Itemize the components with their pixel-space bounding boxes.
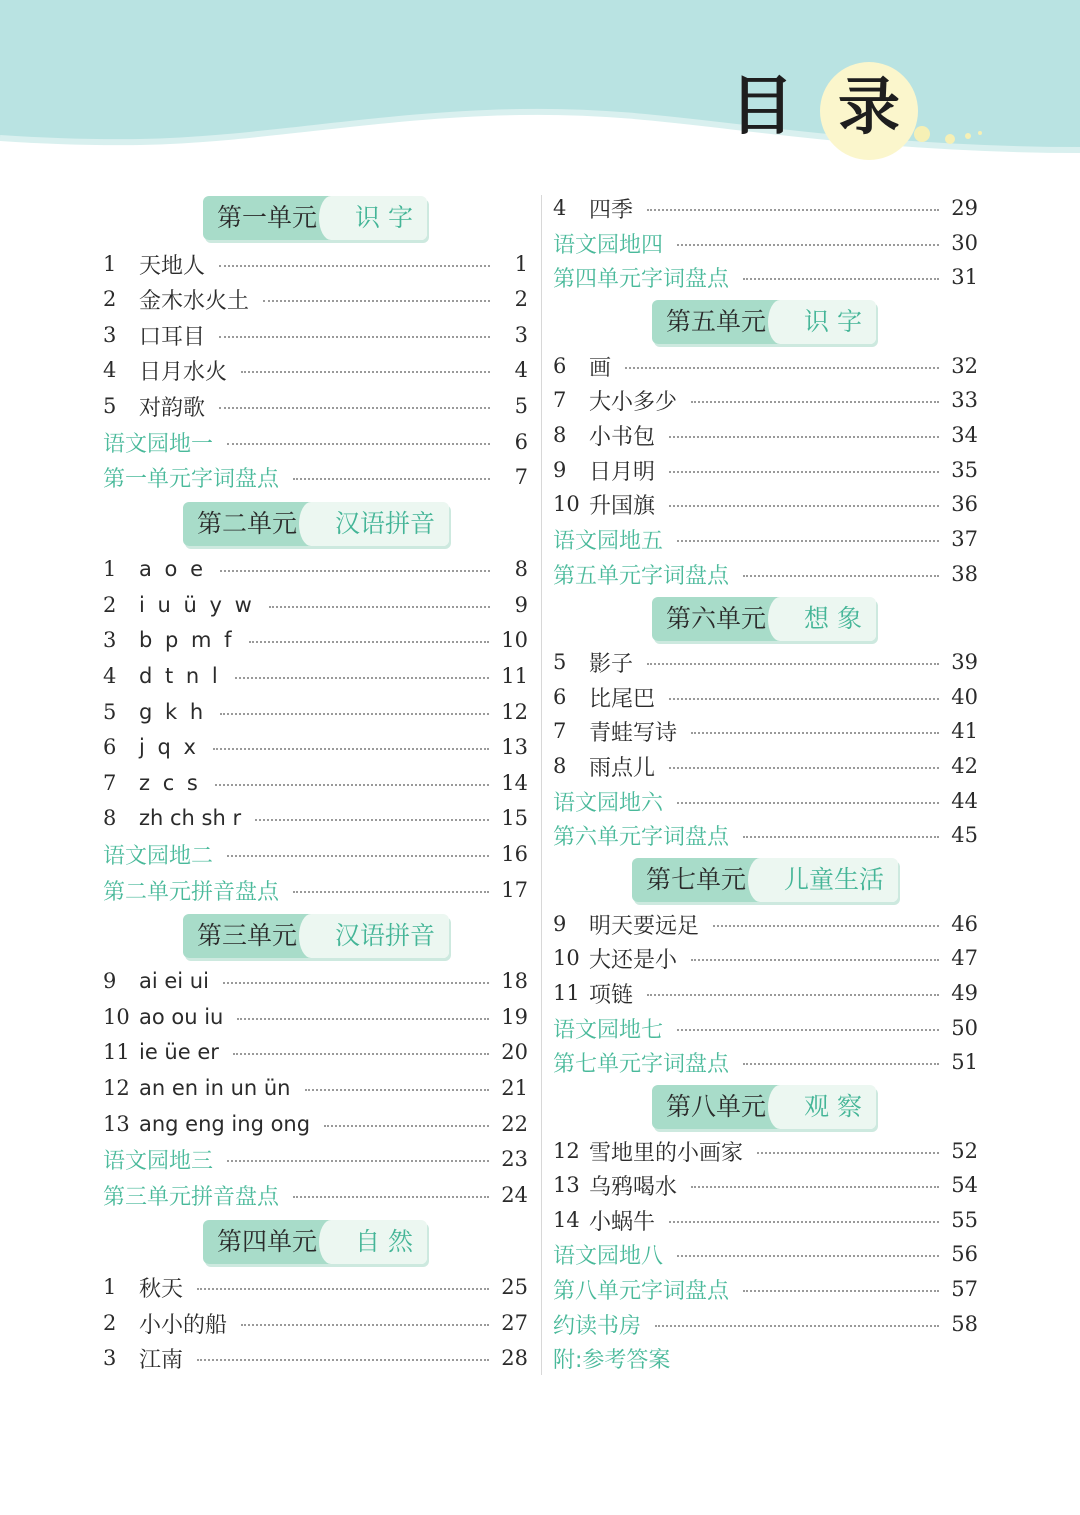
toc-row[interactable]: 第三单元拼音盘点 24: [103, 1183, 528, 1210]
unit-theme: 自 然: [331, 1220, 427, 1264]
toc-row[interactable]: 4 d t n l 11: [103, 664, 528, 688]
toc-row[interactable]: 5 影子 39: [553, 650, 978, 677]
toc-row[interactable]: 4 日月水火 4: [103, 358, 528, 385]
toc-row[interactable]: 11 ie üe er 20: [103, 1040, 528, 1064]
toc-row[interactable]: 12 an en in un ün 21: [103, 1076, 528, 1100]
unit-theme: 汉语拼音: [311, 914, 449, 958]
toc-row[interactable]: 10 大还是小 47: [553, 946, 978, 973]
column-divider: [541, 195, 542, 1375]
unit-header-6: [652, 597, 876, 641]
toc-row[interactable]: 第一单元字词盘点 7: [103, 465, 528, 492]
toc-row[interactable]: 语文园地四 30: [553, 231, 978, 258]
toc-row[interactable]: 6 j q x 13: [103, 735, 528, 759]
unit-name: 第七单元: [632, 858, 760, 902]
toc-row[interactable]: 8 小书包 34: [553, 423, 978, 450]
unit-header-4: [203, 1220, 427, 1264]
toc-row[interactable]: 5 对韵歌 5: [103, 394, 528, 421]
toc-row[interactable]: 13 乌鸦喝水 54: [553, 1173, 978, 1200]
unit-theme: 识 字: [780, 300, 876, 344]
unit-theme: 儿童生活: [760, 858, 898, 902]
toc-row[interactable]: 第二单元拼音盘点 17: [103, 878, 528, 905]
toc-row[interactable]: 2 金木水火土 2: [103, 287, 528, 314]
unit-header-2: [183, 502, 449, 546]
unit-name: 第三单元: [183, 914, 311, 958]
toc-row[interactable]: 约读书房 58: [553, 1312, 978, 1339]
toc-appendix[interactable]: 附:参考答案: [553, 1347, 671, 1373]
unit-header-8: [652, 1085, 876, 1129]
toc-row[interactable]: 7 青蛙写诗 41: [553, 719, 978, 746]
toc-row[interactable]: 9 ai ei ui 18: [103, 969, 528, 993]
toc-row[interactable]: 第八单元字词盘点 57: [553, 1277, 978, 1304]
unit-header-7: [632, 858, 898, 902]
title-char-2: 录: [820, 62, 918, 160]
unit-header-5: [652, 300, 876, 344]
toc-row[interactable]: 12 雪地里的小画家 52: [553, 1139, 978, 1166]
header-banner: [0, 0, 1080, 180]
unit-name: 第一单元: [203, 196, 331, 240]
toc-row[interactable]: 第四单元字词盘点 31: [553, 265, 978, 292]
toc-row[interactable]: 第七单元字词盘点 51: [553, 1050, 978, 1077]
toc-row[interactable]: 第五单元字词盘点 38: [553, 562, 978, 589]
toc-row[interactable]: 4 四季 29: [553, 196, 978, 223]
toc-row[interactable]: 3 口耳目 3: [103, 323, 528, 350]
toc-row[interactable]: 语文园地八 56: [553, 1242, 978, 1269]
unit-header-3: [183, 914, 449, 958]
toc-row[interactable]: 3 江南 28: [103, 1346, 528, 1373]
unit-name: 第四单元: [203, 1220, 331, 1264]
toc-row[interactable]: 语文园地六 44: [553, 789, 978, 816]
unit-name: 第五单元: [652, 300, 780, 344]
toc-row[interactable]: 14 小蜗牛 55: [553, 1208, 978, 1235]
unit-name: 第二单元: [183, 502, 311, 546]
toc-row[interactable]: 1 秋天 25: [103, 1275, 528, 1302]
unit-name: 第六单元: [652, 597, 780, 641]
toc-row[interactable]: 语文园地二 16: [103, 842, 528, 869]
toc-row[interactable]: 3 b p m f 10: [103, 628, 528, 652]
title-char-1: 目: [730, 70, 794, 144]
toc-row[interactable]: 1 a o e 8: [103, 557, 528, 581]
toc-row[interactable]: 9 明天要远足 46: [553, 912, 978, 939]
toc-row[interactable]: 语文园地五 37: [553, 527, 978, 554]
toc-row[interactable]: 8 雨点儿 42: [553, 754, 978, 781]
unit-theme: 观 察: [780, 1085, 876, 1129]
toc-row[interactable]: 语文园地三 23: [103, 1147, 528, 1174]
toc-row[interactable]: 语文园地七 50: [553, 1016, 978, 1043]
toc-row[interactable]: 6 画 32: [553, 354, 978, 381]
toc-row[interactable]: 11 项链 49: [553, 981, 978, 1008]
toc-row[interactable]: 语文园地一 6: [103, 430, 528, 457]
toc-row[interactable]: 9 日月明 35: [553, 458, 978, 485]
unit-name: 第八单元: [652, 1085, 780, 1129]
unit-theme: 想 象: [780, 597, 876, 641]
toc-row[interactable]: 7 z c s 14: [103, 771, 528, 795]
toc-row[interactable]: 10 升国旗 36: [553, 492, 978, 519]
toc-row[interactable]: 7 大小多少 33: [553, 388, 978, 415]
toc-row[interactable]: 6 比尾巴 40: [553, 685, 978, 712]
toc-row[interactable]: 2 i u ü y w 9: [103, 593, 528, 617]
toc-row[interactable]: 8 zh ch sh r 15: [103, 806, 528, 830]
toc-row[interactable]: 13 ang eng ing ong 22: [103, 1112, 528, 1136]
toc-row[interactable]: 1 天地人 1: [103, 252, 528, 279]
toc-row[interactable]: 第六单元字词盘点 45: [553, 823, 978, 850]
toc-row[interactable]: 10 ao ou iu 19: [103, 1005, 528, 1029]
unit-theme: 识 字: [331, 196, 427, 240]
unit-header-1: [203, 196, 427, 240]
toc-row[interactable]: 2 小小的船 27: [103, 1311, 528, 1338]
unit-theme: 汉语拼音: [311, 502, 449, 546]
toc-row[interactable]: 5 g k h 12: [103, 700, 528, 724]
